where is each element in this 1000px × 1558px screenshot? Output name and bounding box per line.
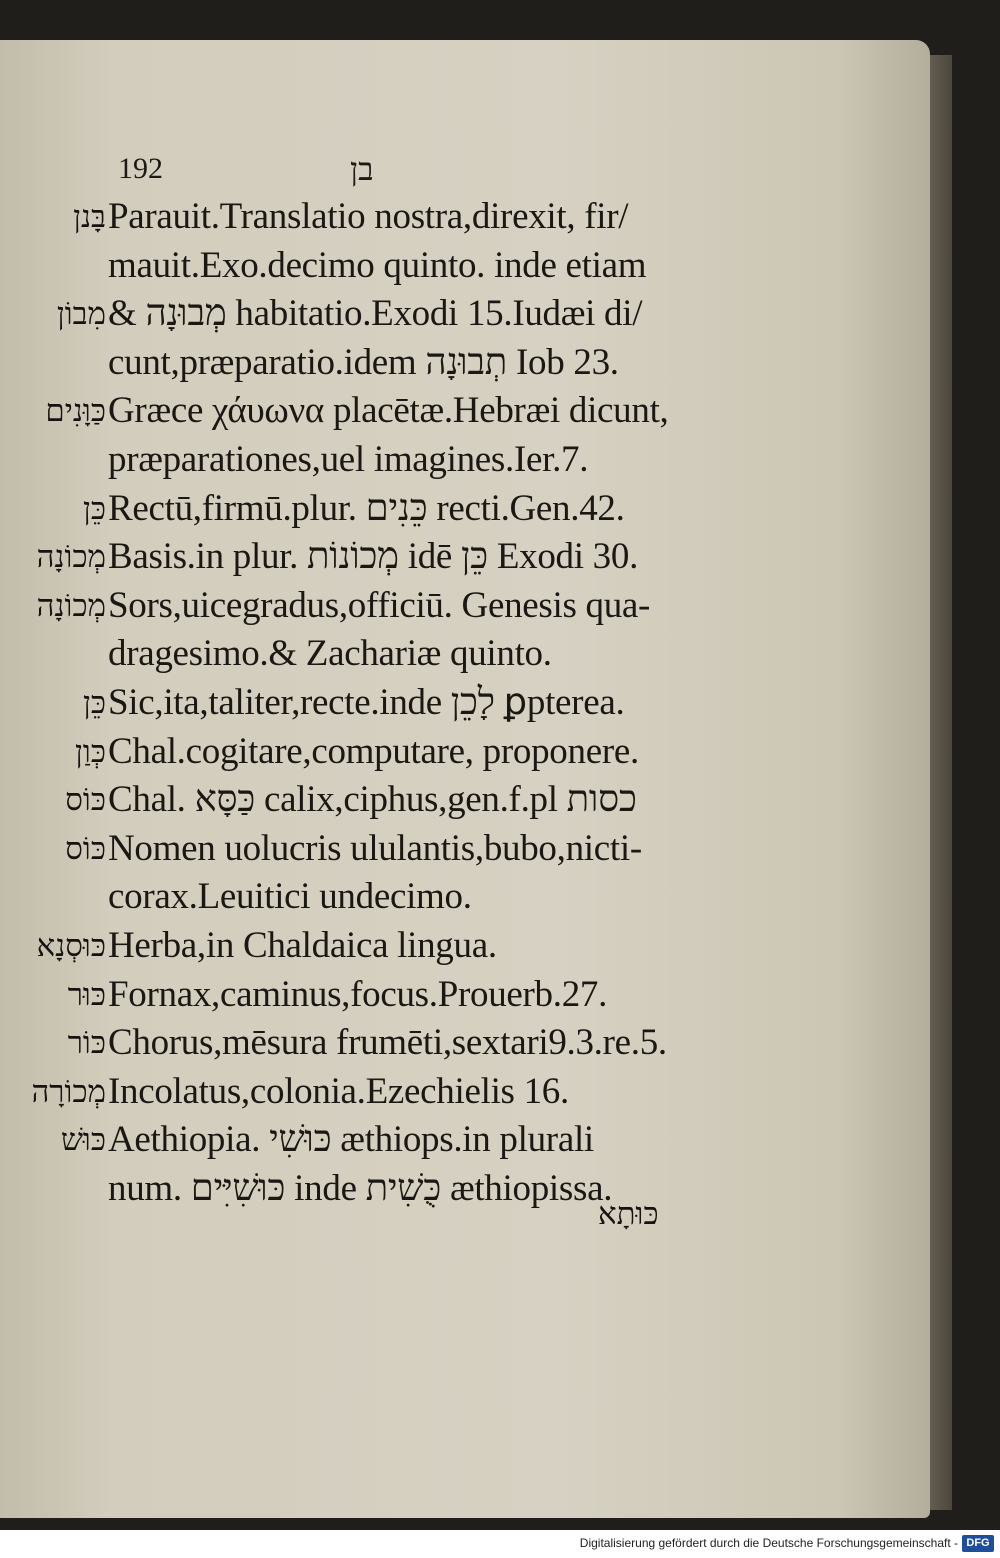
entry-line xyxy=(0,825,900,873)
latin-gloss: corax.Leuitici undecimo. xyxy=(108,876,472,918)
hebrew-headword: כֵּן xyxy=(82,685,106,721)
entry-line xyxy=(0,436,900,484)
hebrew-headword: כּוֹס xyxy=(65,782,106,819)
latin-gloss: Sic,ita,taliter,recte.inde לָכֵן ꝑpterea. xyxy=(108,682,625,723)
entry-line xyxy=(0,630,900,678)
latin-gloss: mauit.Exo.decimo quinto. inde etiam xyxy=(108,244,647,286)
hebrew-headword: כַּוָּנִים xyxy=(45,393,106,430)
dfg-logo-icon: DFG xyxy=(962,1535,994,1552)
latin-gloss: Fornax,caminus,focus.Prouerb.27. xyxy=(108,973,608,1015)
entry-line xyxy=(0,776,900,824)
entry-line xyxy=(0,971,900,1019)
catchword: כּוּתָא xyxy=(598,1196,659,1232)
page-header xyxy=(118,152,418,196)
hebrew-headword: כּוֹר xyxy=(67,1025,106,1062)
entry-line xyxy=(0,679,900,727)
entry-line xyxy=(0,582,900,630)
entry-line xyxy=(0,1019,900,1067)
latin-gloss: Rectū,firmū.plur. כֵּנִים recti.Gen.42. xyxy=(108,487,625,529)
hebrew-headword: מְכוֹנָה xyxy=(36,539,106,576)
footer-credit: Digitalisierung gefördert durch die Deutsche Forschungsgemeinschaft - xyxy=(579,1536,958,1550)
latin-gloss: dragesimo.& Zachariæ quinto. xyxy=(108,633,552,675)
entry-line xyxy=(0,290,900,338)
latin-gloss: & מְבוּנָה habitatio.Exodi 15.Iudæi di/ xyxy=(108,293,643,335)
hebrew-headword: כְּוַן xyxy=(75,733,106,770)
entry-line xyxy=(0,728,900,776)
entry-line xyxy=(0,387,900,435)
hebrew-headword: כֵּן xyxy=(82,490,106,527)
entry-line xyxy=(0,242,900,290)
latin-gloss: Nomen uolucris ululantis,bubo,nicti- xyxy=(108,827,642,869)
latin-gloss: Incolatus,colonia.Ezechielis 16. xyxy=(108,1070,569,1112)
entry-line xyxy=(0,1165,900,1213)
entry-line xyxy=(0,1116,900,1164)
running-head: בן xyxy=(350,150,374,188)
latin-gloss: cunt,præparatio.idem תְבוּנָה Iob 23. xyxy=(108,341,619,383)
latin-gloss: num. כּוּשִׁיִּים inde כֻּשִׁית æthiopissa. xyxy=(108,1168,613,1209)
latin-gloss: Chal. כַּסָּא calix,ciphus,gen.f.pl כסות xyxy=(108,779,637,821)
latin-gloss: Aethiopia. כּוּשִׁי æthiops.in plurali xyxy=(108,1119,594,1161)
entry-line xyxy=(0,533,900,581)
hebrew-headword: כּוּסְנָא xyxy=(36,928,106,964)
page-number: 192 xyxy=(118,152,163,185)
latin-gloss: Basis.in plur. מְכוֹנוֹת idē כֵּן Exodi 30. xyxy=(108,536,639,578)
latin-gloss: Græce χάυωνα placētæ.Hebræi dicunt, xyxy=(108,390,669,432)
hebrew-headword: מְכוֹנָה xyxy=(36,587,106,624)
latin-gloss: Sors,uicegradus,officiū. Genesis qua- xyxy=(108,584,651,626)
latin-gloss: Herba,in Chaldaica lingua. xyxy=(108,925,497,966)
entry-line xyxy=(0,485,900,533)
entry-line xyxy=(0,873,900,921)
hebrew-headword: כּוּר xyxy=(67,976,106,1013)
latin-gloss: Parauit.Translatio nostra,direxit, fir/ xyxy=(108,196,629,237)
hebrew-headword: כּוּשׁ xyxy=(60,1122,106,1159)
hebrew-headword: כּוֹס xyxy=(65,830,106,867)
hebrew-headword: מְכוֹרָה xyxy=(31,1073,106,1110)
latin-gloss: Chorus,mēsura frumēti,sextari9.3.re.5. xyxy=(108,1022,667,1064)
entry-line xyxy=(0,1068,900,1116)
hebrew-headword: בָּנן xyxy=(73,199,106,235)
entry-line xyxy=(0,193,900,241)
latin-gloss: præparationes,uel imagines.Ier.7. xyxy=(108,439,589,480)
hebrew-headword: מִבוֹן xyxy=(56,296,106,333)
latin-gloss: Chal.cogitare,computare, proponere. xyxy=(108,730,639,772)
entry-line xyxy=(0,922,900,970)
footer-bar xyxy=(0,1530,1000,1558)
entry-line xyxy=(0,339,900,387)
